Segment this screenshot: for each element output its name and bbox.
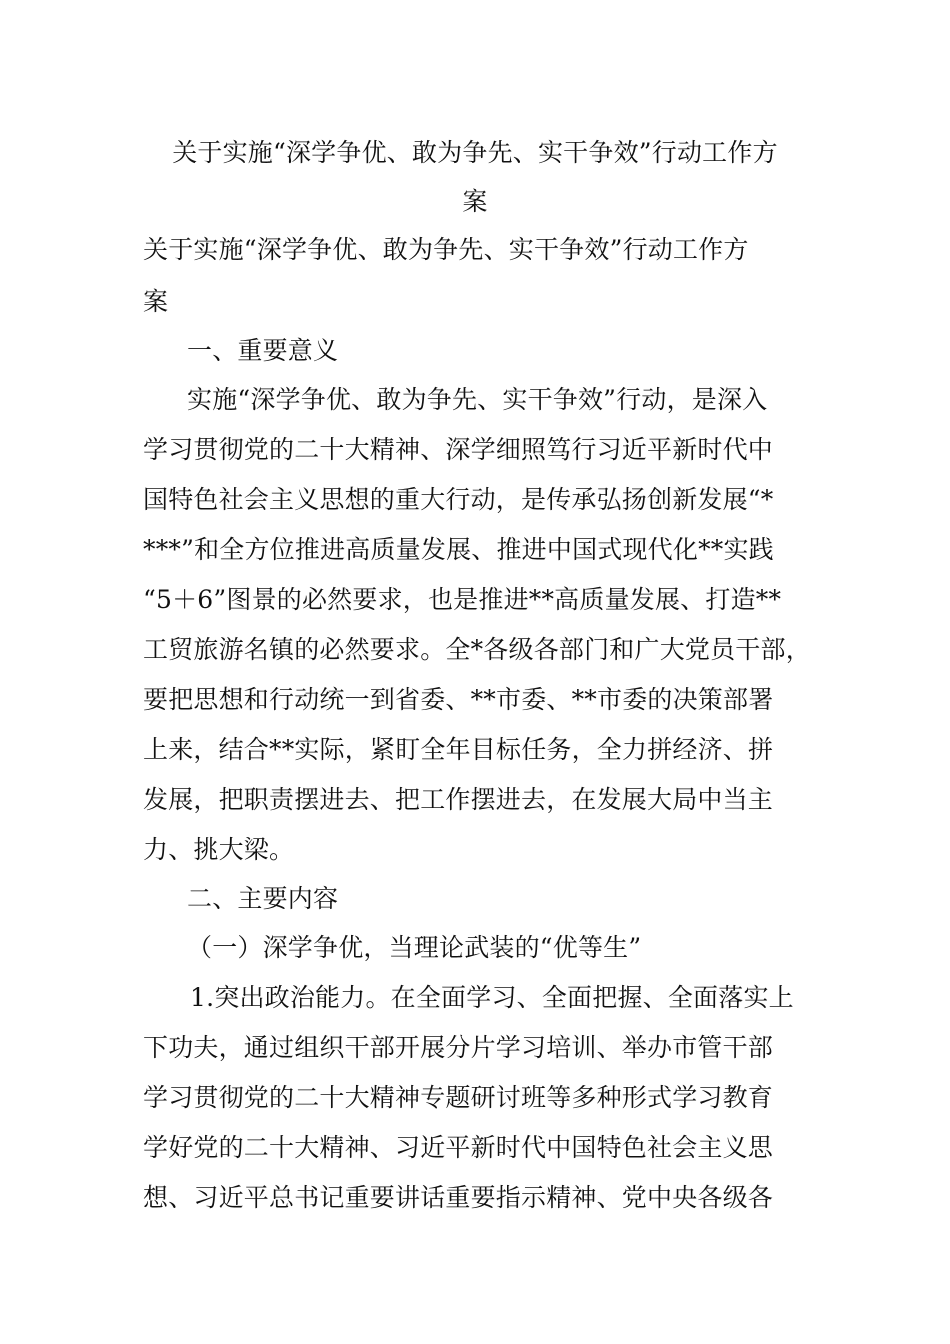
section-heading-significance: 一、重要意义 xyxy=(187,336,339,365)
paragraph-line: 要把思想和行动统一到省委、**市委、**市委的决策部署 xyxy=(143,685,774,714)
paragraph-line: 工贸旅游名镇的必然要求。全*各级各部门和广大党员干部， xyxy=(143,635,811,664)
paragraph-line: 力、挑大梁。 xyxy=(143,835,295,864)
subtitle-line-2: 案 xyxy=(143,287,169,316)
paragraph-line: 1.突出政治能力。在全面学习、全面把握、全面落实上 xyxy=(190,983,794,1012)
paragraph-line: 国特色社会主义思想的重大行动，是传承弘扬创新发展“* xyxy=(143,485,774,514)
paragraph-line: ***”和全方位推进高质量发展、推进中国式现代化**实践 xyxy=(143,535,774,564)
paragraph-line: 学好党的二十大精神、习近平新时代中国特色社会主义思 xyxy=(143,1133,774,1162)
paragraph-line: 学习贯彻党的二十大精神、深学细照笃行习近平新时代中 xyxy=(143,435,774,464)
paragraph-line: 发展，把职责摆进去、把工作摆进去，在发展大局中当主 xyxy=(143,785,774,814)
paragraph-line: 下功夫，通过组织干部开展分片学习培训、举办市管干部 xyxy=(143,1033,774,1062)
subsection-heading: （一）深学争优，当理论武装的“优等生” xyxy=(187,933,642,962)
section-heading-content: 二、主要内容 xyxy=(187,884,339,913)
document-title-line-1: 关于实施“深学争优、敢为争先、实干争效”行动工作方 xyxy=(172,138,778,167)
paragraph-line: 学习贯彻党的二十大精神专题研讨班等多种形式学习教育 xyxy=(143,1083,774,1112)
paragraph-line: “5＋6”图景的必然要求，也是推进**高质量发展、打造** xyxy=(143,585,782,614)
paragraph-line: 上来，结合**实际，紧盯全年目标任务，全力拼经济、拼 xyxy=(143,735,774,764)
paragraph-line: 想、习近平总书记重要讲话重要指示精神、党中央各级各 xyxy=(143,1183,774,1212)
document-title-line-2: 案 xyxy=(462,187,488,216)
paragraph-line: 实施“深学争优、敢为争先、实干争效”行动，是深入 xyxy=(187,385,768,414)
subtitle-line-1: 关于实施“深学争优、敢为争先、实干争效”行动工作方 xyxy=(143,235,749,264)
